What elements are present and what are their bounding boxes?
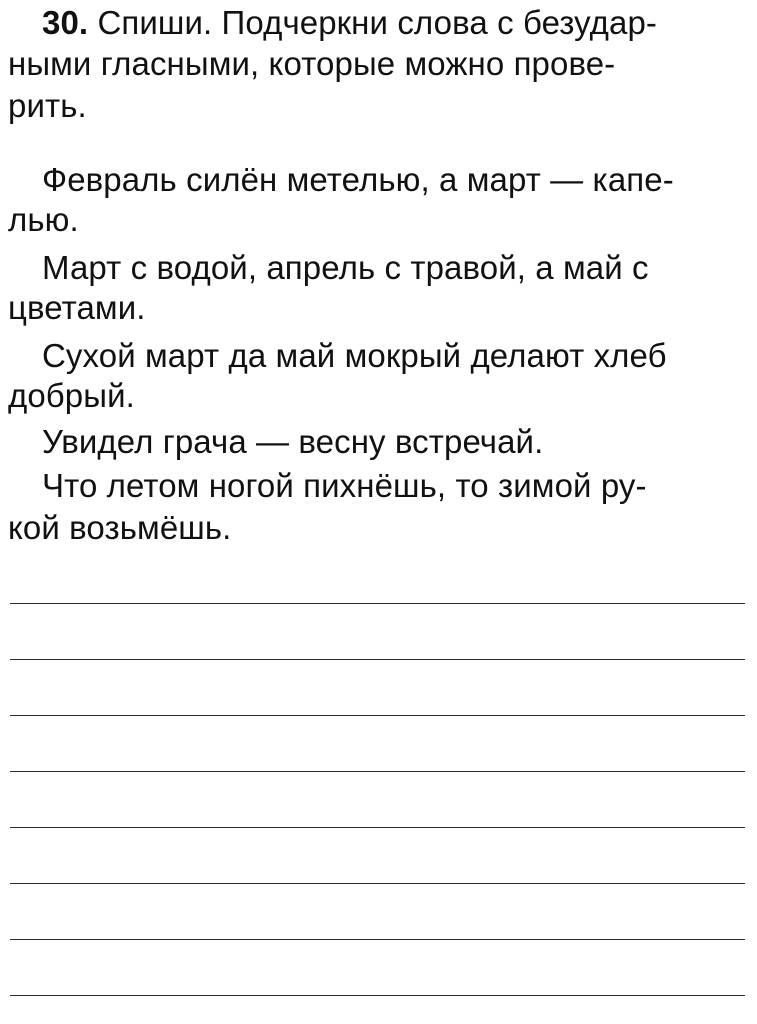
proverb-4-line-1: Увидел грача — весну встречай. xyxy=(42,423,544,460)
task-header-line-1 xyxy=(42,3,657,43)
proverb-5-line-2: кой возьмёшь. xyxy=(8,509,232,546)
proverb-2-line-2: цветами. xyxy=(8,289,146,326)
writing-line[interactable] xyxy=(10,827,745,828)
proverb-3-line-1: Сухой март да май мокрый делают хлеб xyxy=(42,337,667,374)
proverb-1-line-1: Февраль силён метелью, а март — капе- xyxy=(42,161,674,198)
task-instruction-line-3: рить. xyxy=(8,87,87,124)
task-instruction-line-1: Спиши. Подчеркни слова с безудар- xyxy=(97,4,658,41)
writing-line[interactable] xyxy=(10,659,745,660)
writing-line[interactable] xyxy=(10,939,745,940)
writing-line[interactable] xyxy=(10,603,745,604)
writing-line[interactable] xyxy=(10,715,745,716)
task-instruction-line-2: ными гласными, которые можно прове- xyxy=(8,45,616,82)
writing-line[interactable] xyxy=(10,771,745,772)
proverb-2-line-1: Март с водой, апрель с травой, а май с xyxy=(42,249,649,286)
proverb-3-line-2: добрый. xyxy=(8,377,135,414)
task-number: 30. xyxy=(42,4,89,41)
proverb-1-line-2: лью. xyxy=(8,201,79,238)
writing-line[interactable] xyxy=(10,883,745,884)
writing-line[interactable] xyxy=(10,995,745,996)
proverb-5-line-1: Что летом ногой пихнёшь, то зимой ру- xyxy=(42,467,647,504)
